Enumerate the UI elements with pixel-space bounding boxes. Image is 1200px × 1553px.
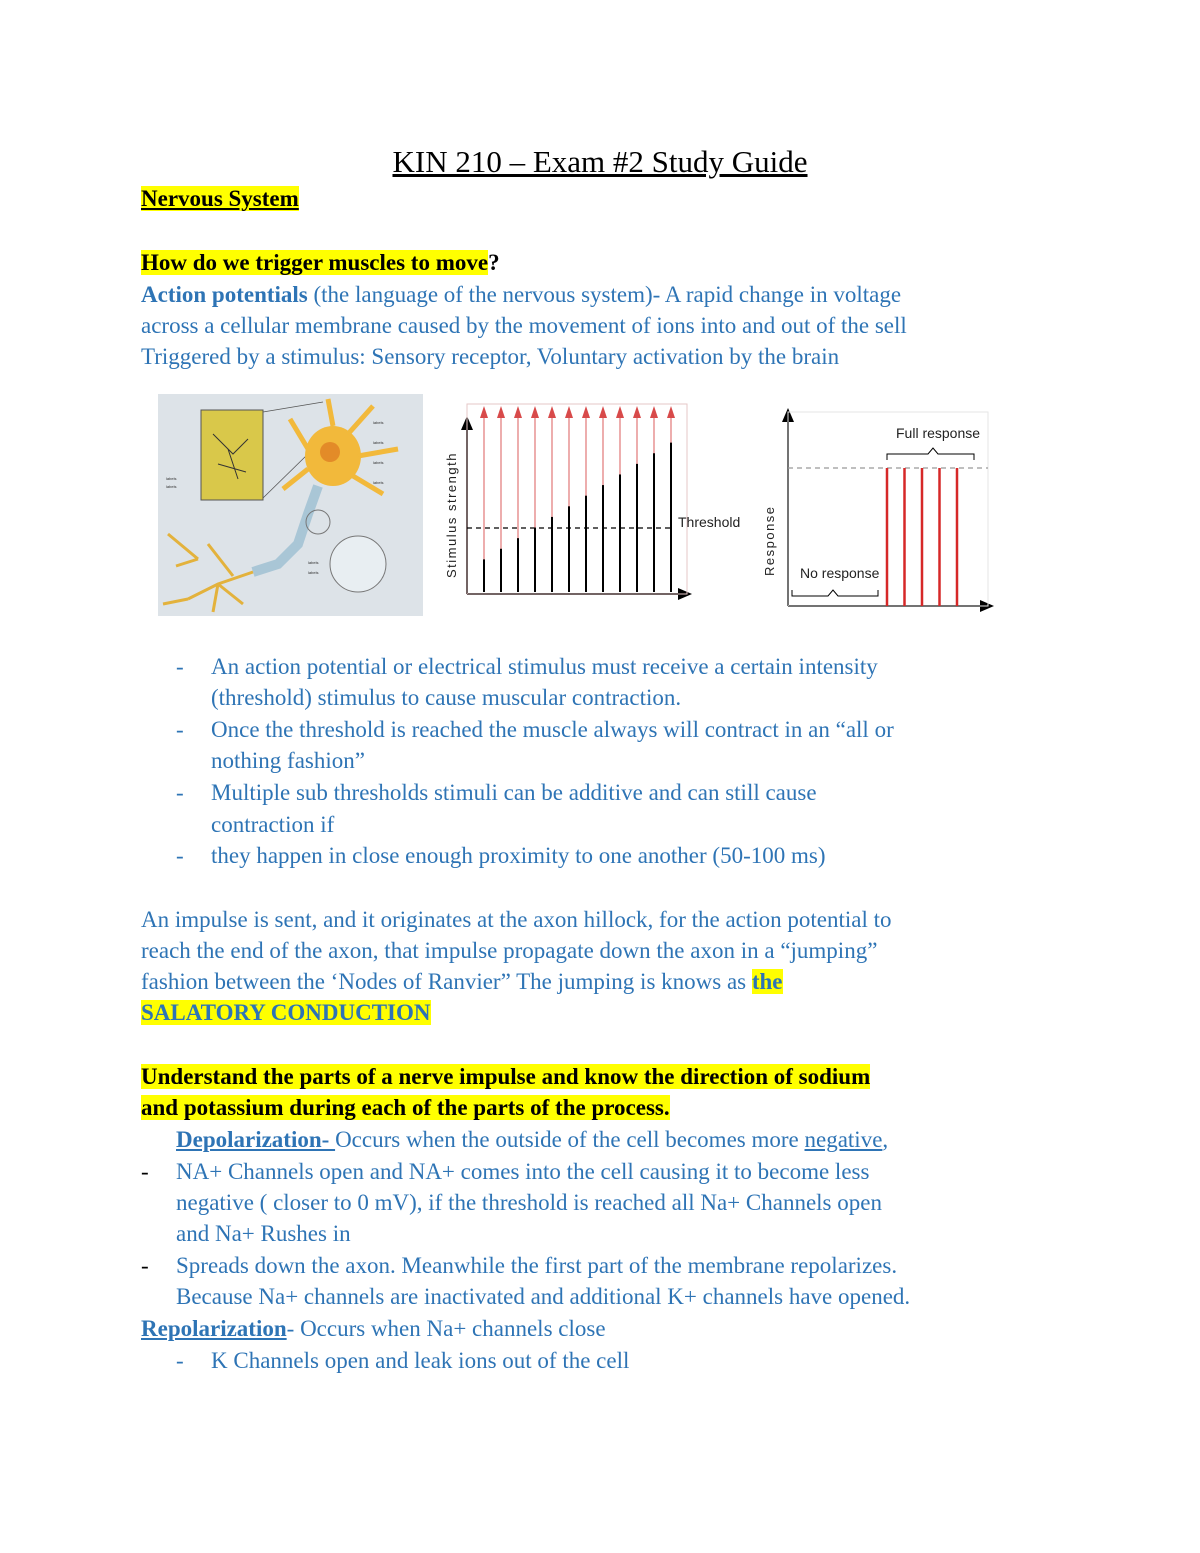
question-heading — [141, 248, 500, 278]
question-text: How do we trigger muscles to move — [141, 250, 489, 275]
repol-bullet-1: K Channels open and leak ions out of the cell — [211, 1348, 630, 1373]
impulse-line-4 — [141, 998, 431, 1028]
svg-text:labels: labels — [166, 476, 177, 481]
action-line-1 — [141, 280, 901, 310]
stimulus-arrowhead — [582, 406, 590, 418]
svg-text:labels: labels — [166, 484, 177, 489]
stimulus-arrowhead — [480, 406, 488, 418]
svg-text:labels: labels — [308, 570, 319, 575]
depol-bullet-1-dash: - — [141, 1159, 149, 1184]
repolarization-line — [141, 1314, 606, 1344]
stimulus-arrowhead — [633, 406, 641, 418]
bullet-item-line-2: nothing fashion” — [211, 748, 365, 773]
response-chart — [758, 394, 998, 616]
depolarization-negative: negative — [804, 1127, 883, 1152]
depol-bullet-2-dash: - — [141, 1253, 149, 1278]
understand-line-2-text: and potassium during each of the parts of the process. — [141, 1095, 670, 1120]
bullet-dash: - — [176, 654, 184, 679]
salatory-conduction: SALATORY CONDUCTION — [141, 1000, 431, 1025]
page-title: KIN 210 – Exam #2 Study Guide — [392, 144, 808, 179]
depol-bullet-2-line-2: Because Na+ channels are inactivated and additional K+ channels have opened. — [176, 1284, 911, 1309]
section-heading — [141, 184, 299, 214]
action-line-3: Triggered by a stimulus: Sensory receptor, Voluntary activation by the brain — [141, 344, 840, 369]
depol-bullet-1-line-3: and Na+ Rushes in — [176, 1221, 351, 1246]
no-response-brace — [792, 590, 878, 596]
depolarization-term: Depolarization- — [176, 1127, 336, 1152]
stimulus-arrowhead — [650, 406, 658, 418]
bullet-dash: - — [176, 780, 184, 805]
stimulus-arrowhead — [616, 406, 624, 418]
threshold-label: Threshold — [678, 514, 741, 530]
bullet-item-line-1: Once the threshold is reached the muscle always will contract in an “all or — [211, 717, 894, 742]
bullet-dash: - — [176, 843, 184, 868]
section-heading-text: Nervous System — [141, 186, 299, 211]
bullet-item-line-1: Multiple sub thresholds stimuli can be additive and can still cause — [211, 780, 817, 805]
action-term: Action potentials — [141, 282, 308, 307]
svg-text:labels: labels — [373, 460, 384, 465]
depolarization-text: Occurs when the outside of the cell becomes more — [335, 1127, 805, 1152]
stimulus-arrowhead — [531, 406, 539, 418]
understand-line-1-text: Understand the parts of a nerve impulse and know the direction of sodium — [141, 1064, 871, 1089]
impulse-line-1: An impulse is sent, and it originates at the axon hillock, for the action potential to — [141, 907, 892, 932]
full-response-brace — [887, 448, 974, 460]
bullet-item-line-2: contraction if — [211, 812, 335, 837]
full-response-label: Full response — [896, 425, 981, 441]
repolarization-term: Repolarization — [141, 1316, 287, 1341]
svg-text:labels: labels — [373, 480, 384, 485]
figure-row — [0, 392, 1200, 622]
bullet-item-line-1: An action potential or electrical stimulus must receive a certain intensity — [211, 654, 878, 679]
depolarization-comma: , — [882, 1127, 889, 1152]
stimulus-ylabel: Stimulus strength — [444, 452, 459, 578]
depolarization-line — [176, 1125, 888, 1155]
svg-text:labels: labels — [373, 420, 384, 425]
repol-bullet-dash: - — [176, 1348, 184, 1373]
question-mark: ? — [488, 250, 500, 275]
repolarization-text: - Occurs when Na+ channels close — [286, 1316, 606, 1341]
stimulus-arrowhead — [514, 406, 522, 418]
depol-bullet-2-line-1: Spreads down the axon. Meanwhile the first part of the membrane repolarizes. — [176, 1253, 898, 1278]
svg-text:labels: labels — [373, 440, 384, 445]
no-response-label: No response — [800, 565, 880, 581]
action-line-1-text: (the language of the nervous system)- A rapid change in voltage — [307, 282, 902, 307]
depol-bullet-1-line-1: NA+ Channels open and NA+ comes into the cell causing it to become less — [176, 1159, 870, 1184]
svg-text:labels: labels — [308, 560, 319, 565]
impulse-line-2: reach the end of the axon, that impulse propagate down the axon in a “jumping” — [141, 938, 878, 963]
neuron-illustration — [158, 394, 423, 616]
understand-line-1 — [141, 1062, 870, 1092]
stimulus-arrowhead — [497, 406, 505, 418]
response-ylabel: Response — [762, 505, 777, 576]
stimulus-arrowhead — [667, 406, 675, 418]
stimulus-chart — [434, 394, 741, 604]
stimulus-arrowhead — [565, 406, 573, 418]
bullet-item-line-1: they happen in close enough proximity to one another (50-100 ms) — [211, 843, 826, 868]
bullet-dash: - — [176, 717, 184, 742]
impulse-line-3-text: fashion between the ‘Nodes of Ranvier” The jumping is knows as — [141, 969, 752, 994]
stimulus-arrowhead — [599, 406, 607, 418]
understand-line-2 — [141, 1093, 670, 1123]
depol-bullet-1-line-2: negative ( closer to 0 mV), if the threshold is reached all Na+ Channels open — [176, 1190, 882, 1215]
impulse-line-3 — [141, 967, 783, 997]
stimulus-arrowhead — [548, 406, 556, 418]
bullet-item-line-2: (threshold) stimulus to cause muscular contraction. — [211, 685, 682, 710]
impulse-the: the — [751, 969, 783, 994]
action-line-2: across a cellular membrane caused by the movement of ions into and out of the sell — [141, 313, 907, 338]
